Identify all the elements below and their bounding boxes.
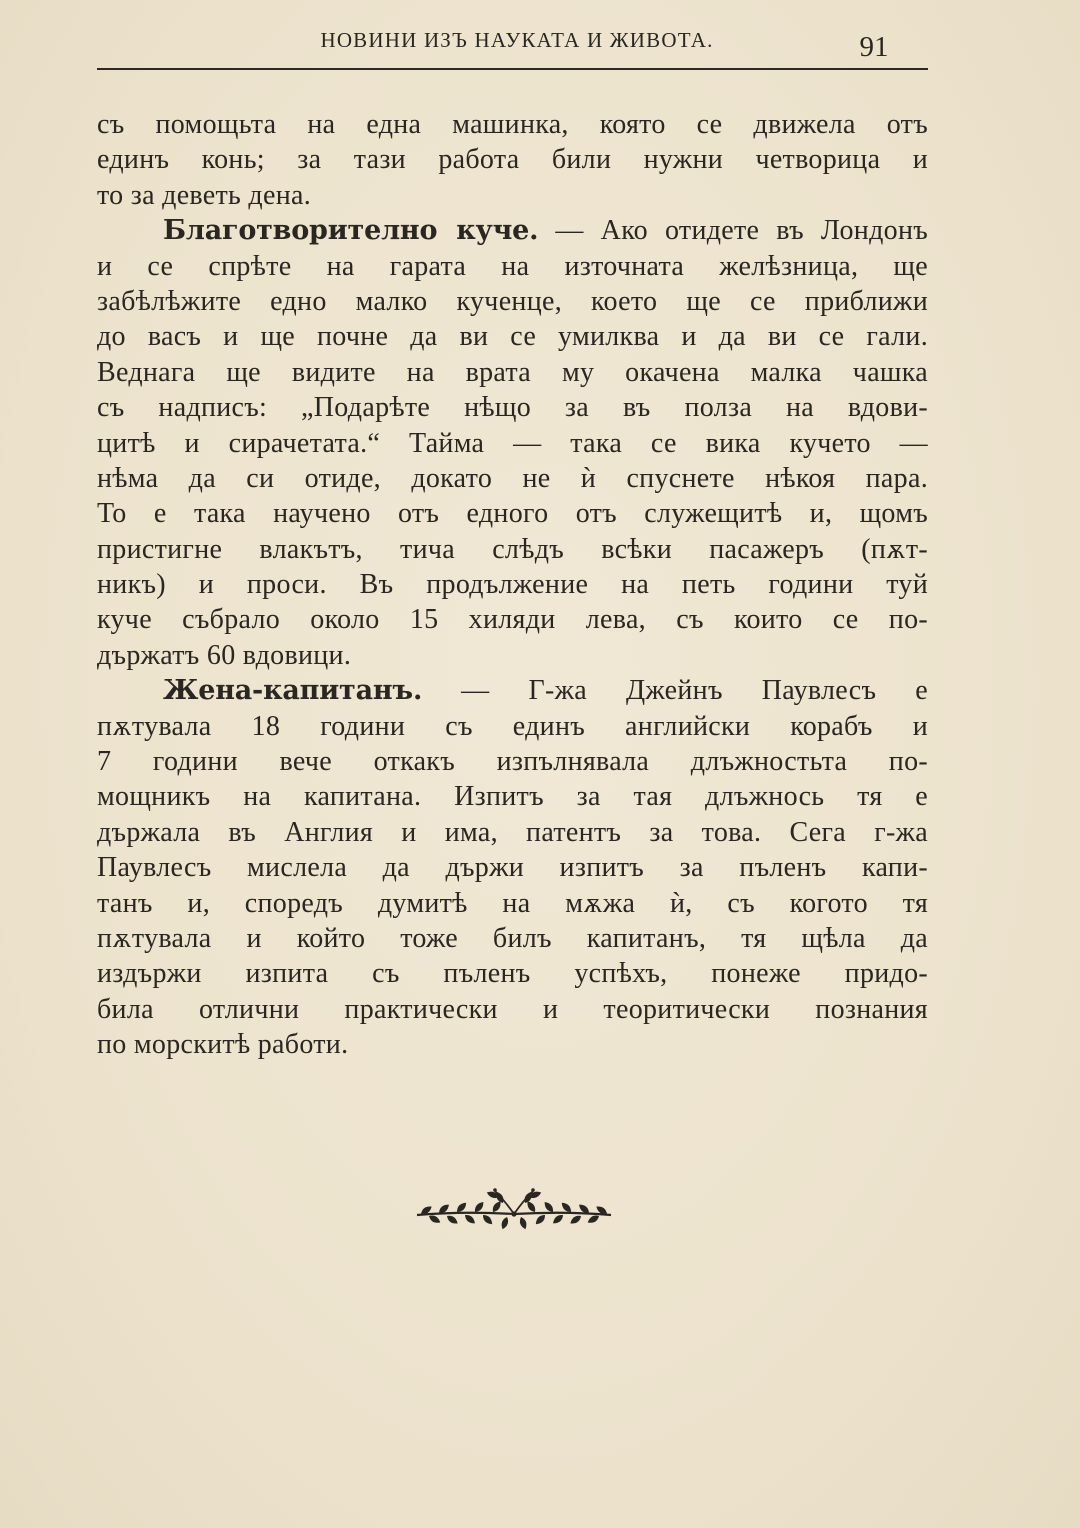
text-line: до васъ и ще почне да ви се умилква и да ви се гали. (97, 321, 928, 353)
text-line: то за деветь дена. (97, 179, 312, 211)
running-title: НОВИНИ ИЗЪ НАУКАТА И ЖИВОТА. (320, 28, 714, 52)
header-rule (97, 68, 928, 70)
text-line (97, 673, 928, 708)
text-line: цитѣ и сирачетата.“ Тайма — така се вика кучето — (97, 427, 928, 459)
text-line: Паувлесъ мислела да държи изпитъ за пъленъ капи- (97, 852, 928, 884)
text-line: съ надписъ: „Подарѣте нѣщо за въ полза на вдови- (97, 392, 928, 424)
text-line (97, 213, 928, 248)
text-line: Веднага ще видите на врата му окачена малка чашка (97, 356, 928, 388)
text-line: държатъ 60 вдовици. (97, 639, 352, 671)
floral-vine-ornament-icon (413, 1183, 615, 1237)
text-line: единъ конь; за тази работа били нужни четворица и (97, 144, 928, 176)
article-body (97, 107, 928, 1063)
section-heading: Благотворително куче. (163, 215, 539, 247)
text-line: куче събрало около 15 хиляди лева, съ които се по- (97, 604, 928, 636)
text-line: 7 години вече откакъ изпълнявала длъжностьта по- (97, 746, 928, 778)
text-run: — Ако отидете въ Лондонъ (555, 215, 929, 247)
page-number: 91 (859, 31, 889, 63)
text-line: пѫтувала и който тоже билъ капитанъ, тя щѣла да (97, 922, 928, 954)
text-run: — Г-жа Джейнъ Паувлесъ е (461, 675, 928, 707)
text-line: и се спрѣте на гарата на източната желѣзница, ще (97, 250, 928, 282)
text-line: танъ и, споредъ думитѣ на мѫжа ѝ, съ когото тя (97, 887, 928, 919)
text-line: никъ) и проси. Въ продължение на петь години туй (97, 569, 928, 601)
text-line: била отлични практически и теоритически познания (97, 993, 928, 1025)
text-line: издържи изпита съ пъленъ успѣхъ, понеже придо- (97, 958, 928, 990)
text-line: държала въ Англия и има, патентъ за това. Сега г-жа (97, 816, 928, 848)
text-line: пристигне влакътъ, тича слѣдъ всѣки пасажеръ (пѫт- (97, 533, 928, 565)
text-line: нѣма да си отиде, докато не ѝ спуснете нѣкоя пара. (97, 462, 928, 494)
text-line: забѣлѣжите едно малко кученце, което ще се приближи (97, 285, 928, 317)
text-line: мощникъ на капитана. Изпитъ за тая длъжнось тя е (97, 781, 928, 813)
text-line: пѫтувала 18 години съ единъ английски корабъ и (97, 710, 928, 742)
text-line: съ помощьта на една машинка, която се движела отъ (97, 109, 928, 140)
section-heading: Жена-капитанъ. (163, 675, 423, 707)
text-line: То е така научено отъ едного отъ служещитѣ и, щомъ (97, 498, 928, 530)
text-line: по морскитѣ работи. (97, 1029, 349, 1061)
